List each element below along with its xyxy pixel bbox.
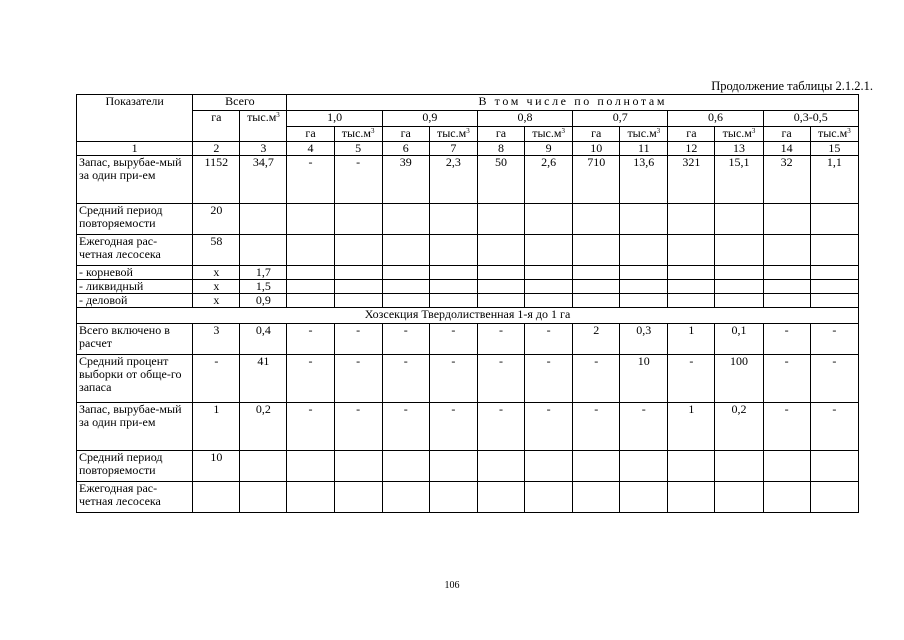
header-unit-ha: га xyxy=(477,127,524,142)
table-cell xyxy=(763,294,810,308)
table-cell xyxy=(334,294,382,308)
table-cell: - xyxy=(573,355,620,403)
table-cell xyxy=(763,235,810,266)
table-cell xyxy=(620,266,668,280)
table-cell xyxy=(477,451,524,482)
table-cell xyxy=(715,280,763,294)
table-cell: 2 xyxy=(573,324,620,355)
column-number: 10 xyxy=(573,142,620,156)
header-unit-ha: га xyxy=(382,127,429,142)
row-label: Средний процент выборки от обще-го запаса xyxy=(77,355,193,403)
section-title: Хозсекция Твердолиственная 1-я до 1 га xyxy=(77,308,859,324)
table-cell xyxy=(382,482,429,513)
table-cell xyxy=(668,294,715,308)
table-cell xyxy=(573,482,620,513)
table-row xyxy=(77,156,859,204)
table-cell: 100 xyxy=(715,355,763,403)
table-cell xyxy=(429,235,477,266)
column-number: 12 xyxy=(668,142,715,156)
table-cell: 15,1 xyxy=(715,156,763,204)
table-cell xyxy=(287,451,334,482)
table-row xyxy=(77,204,859,235)
table-cell xyxy=(334,280,382,294)
table-cell xyxy=(715,235,763,266)
table-cell: - xyxy=(810,355,858,403)
table-cell xyxy=(763,204,810,235)
table-cell: 1,1 xyxy=(810,156,858,204)
table-cell xyxy=(573,266,620,280)
header-total-ha: га xyxy=(193,111,240,142)
table-cell xyxy=(477,294,524,308)
table-cell: - xyxy=(334,156,382,204)
table-cell xyxy=(525,451,573,482)
table-cell xyxy=(240,482,287,513)
table-cell xyxy=(240,204,287,235)
table-cell: 10 xyxy=(193,451,240,482)
table-cell xyxy=(287,294,334,308)
table-cell: 1,7 xyxy=(240,266,287,280)
table-cell xyxy=(382,204,429,235)
table-cell: 321 xyxy=(668,156,715,204)
table-cell: 0,1 xyxy=(715,324,763,355)
table-cell xyxy=(477,266,524,280)
table-cell xyxy=(620,451,668,482)
header-density-0: 1,0 xyxy=(287,111,382,127)
table-cell: - xyxy=(525,324,573,355)
table-cell xyxy=(334,482,382,513)
table-cell xyxy=(477,482,524,513)
table-cell xyxy=(715,294,763,308)
table-cell xyxy=(810,235,858,266)
header-density-1: 0,9 xyxy=(382,111,477,127)
header-unit-volume: $тыс.м^3$ xyxy=(620,127,668,142)
header-density-4: 0,6 xyxy=(668,111,763,127)
table-cell: - xyxy=(287,403,334,451)
table-cell xyxy=(763,482,810,513)
page-number: 106 xyxy=(444,580,460,591)
table-cell: - xyxy=(429,403,477,451)
table-cell xyxy=(287,235,334,266)
table-cell: - xyxy=(382,324,429,355)
table-cell xyxy=(763,451,810,482)
header-indicators: Показатели xyxy=(77,95,193,142)
table-cell xyxy=(573,294,620,308)
table-cell xyxy=(810,204,858,235)
table-cell: 0,4 xyxy=(240,324,287,355)
header-unit-volume: $тыс.м^3$ xyxy=(525,127,573,142)
table-cell xyxy=(429,266,477,280)
table-cell: 10 xyxy=(620,355,668,403)
table-cell: 2,6 xyxy=(525,156,573,204)
column-number: 4 xyxy=(287,142,334,156)
table-cell: 710 xyxy=(573,156,620,204)
table-cell: - xyxy=(429,324,477,355)
table-cell: 1 xyxy=(668,324,715,355)
table-cell xyxy=(620,235,668,266)
table-cell xyxy=(287,482,334,513)
table-cell xyxy=(429,482,477,513)
table-cell xyxy=(477,204,524,235)
header-density-5: 0,3-0,5 xyxy=(763,111,858,127)
table-cell: 0,9 xyxy=(240,294,287,308)
header-total: Всего xyxy=(193,95,287,111)
table-cell: 3 xyxy=(193,324,240,355)
table-cell: 50 xyxy=(477,156,524,204)
table-cell: - xyxy=(477,355,524,403)
table-cell xyxy=(525,235,573,266)
table-row xyxy=(77,280,859,294)
table-cell xyxy=(525,482,573,513)
table-cell xyxy=(525,280,573,294)
section-row xyxy=(77,308,859,324)
table-cell xyxy=(573,280,620,294)
table-cell xyxy=(240,451,287,482)
table-cell: - xyxy=(382,403,429,451)
table-cell xyxy=(334,451,382,482)
column-number: 5 xyxy=(334,142,382,156)
header-row-1 xyxy=(77,95,859,111)
table-cell: - xyxy=(763,324,810,355)
header-unit-ha: га xyxy=(668,127,715,142)
table-row xyxy=(77,266,859,280)
table-cell xyxy=(810,280,858,294)
table-cell xyxy=(429,280,477,294)
header-row-2 xyxy=(77,111,859,127)
table-cell xyxy=(715,482,763,513)
row-label: Запас, вырубае-мый за один при-ем xyxy=(77,403,193,451)
column-numbers-row xyxy=(77,142,859,156)
table-cell: - xyxy=(810,403,858,451)
table-cell xyxy=(382,294,429,308)
table-cell xyxy=(810,266,858,280)
table-cell xyxy=(429,204,477,235)
table-cell: 0,2 xyxy=(240,403,287,451)
column-number: 9 xyxy=(525,142,573,156)
header-unit-ha: га xyxy=(763,127,810,142)
table-cell xyxy=(668,266,715,280)
table-cell: - xyxy=(287,355,334,403)
table-cell xyxy=(287,280,334,294)
table-cell xyxy=(810,482,858,513)
row-label: Всего включено в расчет xyxy=(77,324,193,355)
table-cell xyxy=(668,235,715,266)
table-cell: - xyxy=(287,324,334,355)
header-unit-ha: га xyxy=(573,127,620,142)
table-cell xyxy=(193,482,240,513)
row-label: Ежегодная рас-четная лесосека xyxy=(77,235,193,266)
table-cell: - xyxy=(193,355,240,403)
table-cell xyxy=(573,451,620,482)
table-cell xyxy=(477,235,524,266)
header-unit-volume: $тыс.м^3$ xyxy=(715,127,763,142)
table-caption: Продолжение таблицы 2.1.2.1. xyxy=(711,79,873,93)
table-cell: - xyxy=(287,156,334,204)
table-cell xyxy=(715,266,763,280)
table-cell: 41 xyxy=(240,355,287,403)
table-cell: 20 xyxy=(193,204,240,235)
table-cell xyxy=(525,204,573,235)
header-unit-volume: $тыс.м^3$ xyxy=(334,127,382,142)
column-number: 7 xyxy=(429,142,477,156)
table-cell xyxy=(382,266,429,280)
table-cell: 0,2 xyxy=(715,403,763,451)
table-cell xyxy=(334,204,382,235)
table-cell xyxy=(382,451,429,482)
table-cell xyxy=(240,235,287,266)
column-number: 13 xyxy=(715,142,763,156)
table-cell xyxy=(477,280,524,294)
table-row xyxy=(77,235,859,266)
table-cell xyxy=(668,451,715,482)
data-table xyxy=(76,94,859,513)
table-cell xyxy=(382,280,429,294)
header-density-2: 0,8 xyxy=(477,111,572,127)
table-cell: х xyxy=(193,294,240,308)
column-number: 3 xyxy=(240,142,287,156)
table-cell xyxy=(715,451,763,482)
table-cell: 39 xyxy=(382,156,429,204)
table-cell: - xyxy=(334,403,382,451)
table-cell xyxy=(382,235,429,266)
table-cell: 0,3 xyxy=(620,324,668,355)
table-cell: - xyxy=(763,355,810,403)
table-cell xyxy=(287,204,334,235)
table-cell: - xyxy=(525,403,573,451)
table-cell xyxy=(429,451,477,482)
table-cell xyxy=(334,266,382,280)
column-number: 8 xyxy=(477,142,524,156)
table-cell xyxy=(620,204,668,235)
table-row xyxy=(77,482,859,513)
table-cell xyxy=(763,280,810,294)
table-cell: 1,5 xyxy=(240,280,287,294)
column-number: 1 xyxy=(77,142,193,156)
table-cell xyxy=(334,235,382,266)
table-cell: - xyxy=(620,403,668,451)
header-by-density: В том числе по полнотам xyxy=(287,95,859,111)
table-cell: - xyxy=(382,355,429,403)
table-cell: 34,7 xyxy=(240,156,287,204)
table-row xyxy=(77,451,859,482)
table-cell xyxy=(525,294,573,308)
table-cell: - xyxy=(334,355,382,403)
table-row xyxy=(77,403,859,451)
column-number: 14 xyxy=(763,142,810,156)
row-label: Запас, вырубае-мый за один при-ем xyxy=(77,156,193,204)
table-cell xyxy=(715,204,763,235)
table-cell: - xyxy=(429,355,477,403)
table-cell xyxy=(429,294,477,308)
row-label: - ликвидный xyxy=(77,280,193,294)
header-unit-volume: $тыс.м^3$ xyxy=(810,127,858,142)
column-number: 2 xyxy=(193,142,240,156)
table-cell: - xyxy=(334,324,382,355)
row-label: - корневой xyxy=(77,266,193,280)
table-cell: - xyxy=(763,403,810,451)
table-cell: х xyxy=(193,280,240,294)
header-unit-volume: $тыс.м^3$ xyxy=(429,127,477,142)
table-cell: х xyxy=(193,266,240,280)
table-cell: 1 xyxy=(668,403,715,451)
table-cell xyxy=(668,482,715,513)
table-cell: 1152 xyxy=(193,156,240,204)
table-cell xyxy=(620,482,668,513)
table-cell: - xyxy=(477,324,524,355)
table-cell: 32 xyxy=(763,156,810,204)
table-cell xyxy=(668,204,715,235)
row-label: Средний период повторяемости xyxy=(77,451,193,482)
table-cell xyxy=(668,280,715,294)
table-row xyxy=(77,355,859,403)
column-number: 15 xyxy=(810,142,858,156)
header-unit-ha: га xyxy=(287,127,334,142)
table-cell xyxy=(525,266,573,280)
table-cell xyxy=(810,294,858,308)
column-number: 11 xyxy=(620,142,668,156)
table-cell xyxy=(810,451,858,482)
header-total-volume: $тыс.м^3$ xyxy=(240,111,287,142)
table-cell xyxy=(573,204,620,235)
row-label: Средний период повторяемости xyxy=(77,204,193,235)
table-cell: 2,3 xyxy=(429,156,477,204)
table-cell xyxy=(287,266,334,280)
table-cell: - xyxy=(573,403,620,451)
table-row xyxy=(77,294,859,308)
table-cell: 58 xyxy=(193,235,240,266)
table-cell xyxy=(620,280,668,294)
table-cell xyxy=(573,235,620,266)
table-cell: 1 xyxy=(193,403,240,451)
table-row xyxy=(77,324,859,355)
table-cell: 13,6 xyxy=(620,156,668,204)
table-cell xyxy=(620,294,668,308)
row-label: Ежегодная рас-четная лесосека xyxy=(77,482,193,513)
table-cell xyxy=(763,266,810,280)
table-cell: - xyxy=(668,355,715,403)
table-cell: - xyxy=(525,355,573,403)
table-cell: - xyxy=(810,324,858,355)
column-number: 6 xyxy=(382,142,429,156)
row-label: - деловой xyxy=(77,294,193,308)
table-cell: - xyxy=(477,403,524,451)
header-density-3: 0,7 xyxy=(573,111,668,127)
